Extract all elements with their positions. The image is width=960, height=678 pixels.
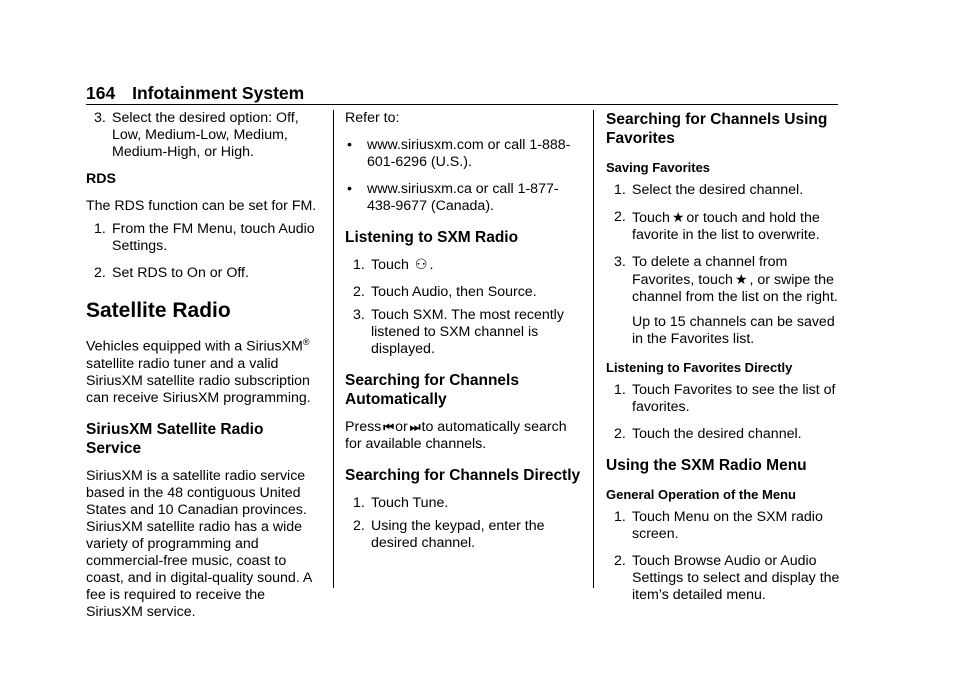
saving-favorites-heading: Saving Favorites: [606, 160, 711, 175]
auto-search-text: [345, 419, 583, 453]
satellite-radio-heading: Satellite Radio: [86, 299, 231, 322]
list-item: [345, 137, 583, 171]
step-text: Touch Audio, then Source.: [371, 284, 537, 300]
favorites-heading: Searching for Channels Using Favorites: [606, 111, 828, 147]
listening-heading: Listening to SXM Radio: [345, 229, 519, 246]
step-text: Select the desired channel.: [632, 182, 804, 198]
rds-heading: RDS: [86, 171, 116, 187]
rds-text: The RDS function can be set for FM.: [86, 198, 317, 214]
step-text: To delete a channel from Favorites, touch: [632, 254, 788, 288]
list-item: [606, 426, 842, 443]
step-text: Touch SXM. The most recently listened to SXM channel is displayed.: [371, 307, 564, 357]
step-number: 3.: [94, 110, 106, 126]
refer-text: Refer to:: [345, 110, 400, 126]
step-number: 2.: [353, 284, 365, 300]
step-text: Touch the desired channel.: [632, 426, 802, 442]
text-span: Vehicles equipped with a SiriusXM: [86, 338, 303, 355]
step-number: 1.: [94, 221, 106, 237]
bullet-mark: •: [347, 181, 352, 197]
page-number: 164: [86, 83, 116, 103]
step-text: Using the keypad, enter the desired channel.: [371, 518, 545, 551]
step-number: 2.: [353, 518, 365, 534]
registered-mark: ®: [302, 337, 310, 347]
list-item: [606, 509, 842, 543]
step-number: 2.: [94, 265, 106, 281]
list-item: [345, 495, 583, 512]
list-item: [345, 257, 583, 274]
step-number: 3.: [353, 307, 365, 323]
step-number: 1.: [614, 509, 626, 525]
list-item: [86, 221, 322, 255]
direct-search-heading: Searching for Channels Directly: [345, 467, 581, 484]
star-icon: ★: [671, 209, 685, 225]
column-divider: [333, 110, 334, 588]
seek-back-icon: ⏮: [383, 420, 392, 434]
step-number: 1.: [614, 382, 626, 398]
star-icon: ★: [734, 271, 748, 287]
step-number: 1.: [353, 257, 365, 273]
text-span: satellite radio tuner and a valid SiriusXM satellite radio subscription can receive SiriusXM programming.: [86, 355, 311, 406]
step-text: From the FM Menu, touch Audio Settings.: [112, 221, 315, 254]
step-text: Touch Favorites to see the list of favorites.: [632, 382, 836, 415]
general-operation-heading: General Operation of the Menu: [606, 487, 796, 502]
step-suffix: .: [429, 257, 434, 273]
list-item: [606, 182, 842, 199]
column-left: [86, 110, 322, 621]
page-title: Infotainment System: [132, 83, 305, 103]
step-text: , or swipe the channel from the list on the right.: [632, 272, 838, 305]
list-item: [606, 553, 842, 604]
satellite-radio-text: [86, 334, 322, 407]
step-text: Touch Tune.: [371, 495, 449, 511]
step-number: 1.: [353, 495, 365, 511]
step-number: 2.: [614, 426, 626, 442]
step-number: 3.: [614, 254, 626, 270]
list-item: [345, 181, 583, 215]
step-text: Touch Menu on the SXM radio screen.: [632, 509, 823, 542]
column-middle: [345, 110, 583, 552]
step-text: Touch Browse Audio or Audio Settings to select and display the item’s detailed menu.: [632, 553, 840, 603]
page-header: [86, 82, 838, 104]
step-number: 1.: [614, 182, 626, 198]
bullet-text: www.siriusxm.com or call 1-888-601-6296 (U.S.).: [367, 137, 571, 170]
step-text: Touch: [371, 257, 409, 273]
step-text: Touch: [632, 210, 670, 226]
listening-favorites-heading: Listening to Favorites Directly: [606, 360, 793, 375]
text-span: or: [395, 419, 408, 435]
step-text: Select the desired option: Off, Low, Medium-Low, Medium, Medium-High, or High.: [112, 110, 299, 160]
list-item: [86, 265, 322, 282]
text-span: to automatically search for available channels.: [345, 419, 567, 452]
step-number: 2.: [614, 553, 626, 569]
list-item: [606, 254, 842, 306]
favorites-note: Up to 15 channels can be saved in the Favorites list.: [632, 314, 835, 347]
step-number: 2.: [614, 209, 626, 225]
list-item: [345, 518, 583, 552]
list-item: [606, 209, 842, 244]
home-icon: ⚇: [414, 257, 428, 273]
bullet-mark: •: [347, 137, 352, 153]
step-text: or touch and hold the favorite in the list to overwrite.: [632, 210, 820, 243]
service-text: SiriusXM is a satellite radio service based in the 48 contiguous United States and 10 Canadian provinces. SiriusXM satellite radio has a wide variety of programming and commercial-free music, coast to coast, and in digital-quality sound. A fee is required to receive the SiriusXM service.: [86, 467, 312, 620]
column-right: [606, 110, 842, 604]
auto-search-heading: Searching for Channels Automatically: [345, 372, 519, 408]
text-span: Press: [345, 419, 382, 435]
step-text: Set RDS to On or Off.: [112, 265, 249, 281]
list-item: [606, 382, 842, 416]
header-rule: [86, 104, 838, 105]
bullet-text: www.siriusxm.ca or call 1-877-438-9677 (Canada).: [367, 181, 559, 214]
column-divider: [593, 110, 594, 588]
list-item: [345, 284, 583, 301]
seek-forward-icon: ⏭: [409, 420, 418, 434]
list-item: [345, 307, 583, 358]
service-heading: SiriusXM Satellite Radio Service: [86, 420, 264, 457]
sxm-menu-heading: Using the SXM Radio Menu: [606, 457, 807, 474]
list-item: [86, 110, 322, 161]
